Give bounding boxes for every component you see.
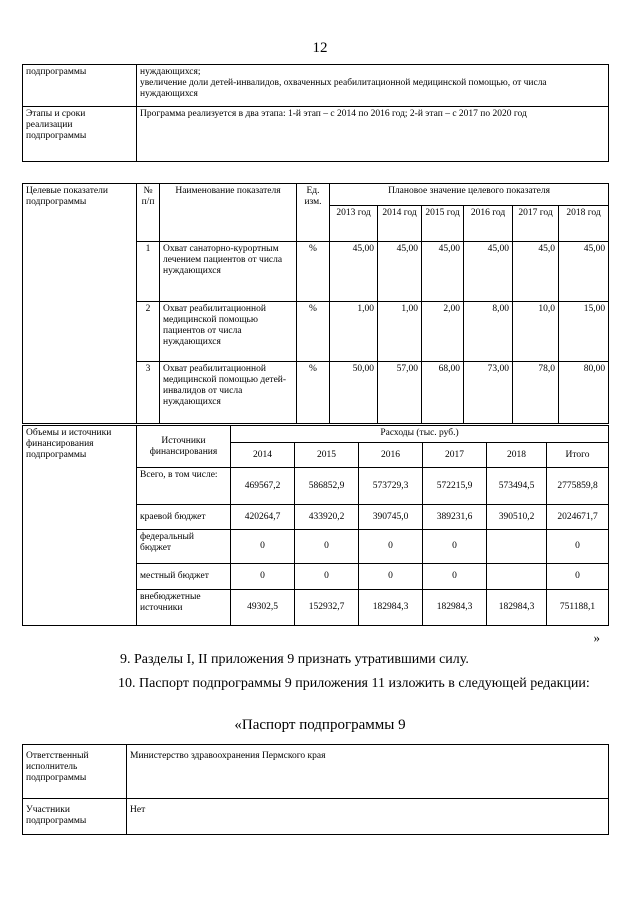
finance-value: 182984,3: [423, 590, 487, 626]
indicator-value: 57,00: [378, 362, 422, 424]
finance-value: 751188,1: [547, 590, 609, 626]
paragraph-9: 9. Разделы I, II приложения 9 признать утратившими силу.: [120, 652, 469, 667]
finance-value: 420264,7: [231, 505, 295, 530]
finance-value: 573494,5: [487, 468, 547, 505]
indicator-name: Охват санаторно-курортным лечением пациентов от числа нуждающихся: [160, 242, 297, 302]
header-num: № п/п: [137, 184, 160, 242]
finance-value: 586852,9: [295, 468, 359, 505]
finance-value: 389231,6: [423, 505, 487, 530]
indicator-value: 10,0: [513, 302, 559, 362]
finance-year: 2017: [423, 443, 487, 468]
paragraph-10: 10. Паспорт подпрограммы 9 приложения 11 изложить в следующей редакции:: [118, 676, 590, 691]
finance-row-label: Всего, в том числе:: [137, 468, 231, 505]
finance-value: [487, 530, 547, 564]
row-text-line2: увеличение доли детей-инвалидов, охваченных реабилитационной медицинской помощью, от числа нуждающихся: [140, 78, 547, 99]
finance-value: 49302,5: [231, 590, 295, 626]
finance-row-label: внебюджетные источники: [137, 590, 231, 626]
indicator-value: 50,00: [330, 362, 378, 424]
finance-value: 0: [423, 530, 487, 564]
indicator-value: 80,00: [559, 362, 609, 424]
finance-expenses-header: Расходы (тыс. руб.): [231, 426, 609, 443]
finance-year: Итого: [547, 443, 609, 468]
indicator-value: 1,00: [330, 302, 378, 362]
indicator-value: 45,00: [378, 242, 422, 302]
header-name: Наименование показателя: [160, 184, 297, 242]
finance-table: [22, 425, 609, 626]
finance-value: 0: [359, 530, 423, 564]
indicator-value: 45,00: [330, 242, 378, 302]
finance-value: 0: [231, 530, 295, 564]
finance-value: 152932,7: [295, 590, 359, 626]
indicator-num: 2: [137, 302, 160, 362]
finance-value: 2775859,8: [547, 468, 609, 505]
passport-label: Ответственный исполнитель подпрограммы: [23, 745, 127, 799]
indicator-value: 78,0: [513, 362, 559, 424]
indicator-value: 1,00: [378, 302, 422, 362]
finance-year: 2015: [295, 443, 359, 468]
finance-row-label: федеральный бюджет: [137, 530, 231, 564]
indicator-unit: %: [297, 302, 330, 362]
finance-value: 182984,3: [487, 590, 547, 626]
header-year: 2013 год: [330, 206, 378, 242]
finance-year: 2016: [359, 443, 423, 468]
indicator-value: 8,00: [464, 302, 513, 362]
finance-value: 469567,2: [231, 468, 295, 505]
indicator-name: Охват реабилитационной медицинской помощью детей-инвалидов от числа нуждающихся: [160, 362, 297, 424]
indicator-num: 1: [137, 242, 160, 302]
finance-value: 0: [547, 564, 609, 590]
finance-value: [487, 564, 547, 590]
finance-value: 2024671,7: [547, 505, 609, 530]
finance-row-label: краевой бюджет: [137, 505, 231, 530]
stages-text: Программа реализуется в два этапа: 1-й этап – с 2014 по 2016 год; 2-й этап – с 2017 по 2020 год: [137, 107, 609, 162]
finance-value: 0: [359, 564, 423, 590]
finance-year: 2018: [487, 443, 547, 468]
indicator-value: 73,00: [464, 362, 513, 424]
finance-value: 0: [231, 564, 295, 590]
page-number: 12: [312, 40, 328, 56]
header-year: 2017 год: [513, 206, 559, 242]
indicator-value: 68,00: [422, 362, 464, 424]
finance-value: 390745,0: [359, 505, 423, 530]
indicator-value: 2,00: [422, 302, 464, 362]
finance-value: 390510,2: [487, 505, 547, 530]
stages-label: Этапы и сроки реализации подпрограммы: [23, 107, 137, 162]
row-label: подпрограммы: [23, 65, 137, 107]
finance-value: 0: [295, 564, 359, 590]
indicator-value: 45,00: [464, 242, 513, 302]
finance-source-header: Источники финансирования: [137, 426, 231, 468]
finance-value: 572215,9: [423, 468, 487, 505]
finance-value: 0: [295, 530, 359, 564]
finance-section-label: Объемы и источники финансирования подпрограммы: [23, 426, 137, 626]
indicator-unit: %: [297, 362, 330, 424]
row-text: [137, 65, 609, 107]
finance-year: 2014: [231, 443, 295, 468]
row-text-line1: нуждающихся;: [140, 67, 201, 77]
header-plan: Плановое значение целевого показателя: [330, 184, 609, 206]
finance-value: 433920,2: [295, 505, 359, 530]
finance-value: 0: [423, 564, 487, 590]
indicator-value: 45,00: [422, 242, 464, 302]
indicator-unit: %: [297, 242, 330, 302]
passport-text: Нет: [127, 799, 609, 835]
finance-value: 182984,3: [359, 590, 423, 626]
closing-quote: »: [593, 630, 600, 645]
indicator-num: 3: [137, 362, 160, 424]
indicator-value: 45,00: [559, 242, 609, 302]
passport-text: Министерство здравоохранения Пермского края: [127, 745, 609, 799]
finance-value: 573729,3: [359, 468, 423, 505]
header-year: 2015 год: [422, 206, 464, 242]
indicators-section-label: Целевые показатели подпрограммы: [23, 184, 137, 424]
finance-value: 0: [547, 530, 609, 564]
passport-label: Участники подпрограммы: [23, 799, 127, 835]
header-year: 2016 год: [464, 206, 513, 242]
indicator-value: 45,0: [513, 242, 559, 302]
indicator-value: 15,00: [559, 302, 609, 362]
header-year: 2018 год: [559, 206, 609, 242]
indicators-table: [22, 183, 609, 424]
header-unit: Ед. изм.: [297, 184, 330, 242]
passport-table: [22, 744, 609, 835]
finance-row-label: местный бюджет: [137, 564, 231, 590]
top-table: [22, 64, 609, 162]
header-year: 2014 год: [378, 206, 422, 242]
passport-title: «Паспорт подпрограммы 9: [234, 717, 406, 733]
indicator-name: Охват реабилитационной медицинской помощью пациентов от числа нуждающихся: [160, 302, 297, 362]
